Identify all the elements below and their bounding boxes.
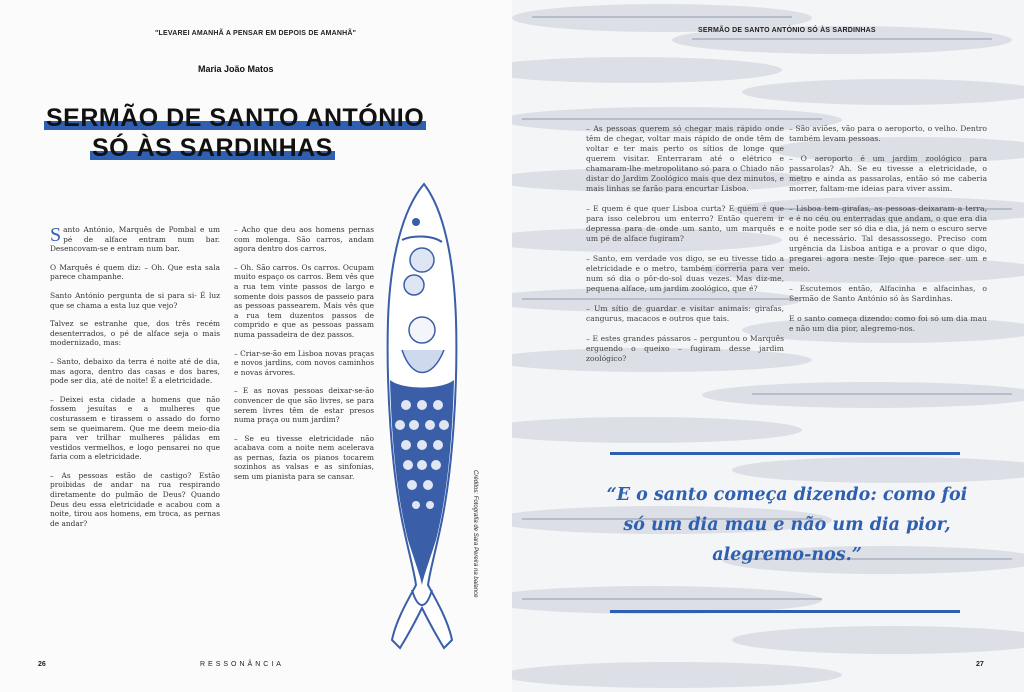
page-number-left: 26 (38, 661, 46, 668)
paragraph: Talvez se estranhe que, dos três recém desenterrados, o pé de alface seja o mais modernizado, mas: (50, 319, 220, 348)
paragraph: – O aeroporto é um jardim zoológico para passarolas? Ah. Se eu tivesse a eletricidade, o metro e ainda as passarolas, então só me caberia morrer, faltam-me ideias para viver assim. (789, 154, 987, 193)
article-title (44, 103, 444, 163)
quote-rule-bottom (610, 610, 960, 613)
paragraph: – As pessoas querem só chegar mais rápido onde têm de chegar, voltar mais rápido de onde têm de voltar e ter mais perto os sítios de longe que querem visitar. Enterraram até o elétrico e chamaram-lhe metropolitano só para o Chiado não distar do Jardim Zoológico mais que dez minutos, e mais linhas se farão para encurtar Lisboa. (586, 124, 784, 193)
paragraph: – Deixei esta cidade a homens que não fossem jesuítas e a mulheres que costurassem e tirassem o assado do forno sem se queimarem. Que me deem meio-dia para ver trilhar mulheres pálidas em vestidos vermelhos, e logo pensarei no que faria com a eletricidade. (50, 394, 220, 462)
left-column-2 (234, 225, 374, 491)
paragraph: – Acho que deu aos homens pernas com molenga. São carros, andam agora dentro dos carros. (234, 225, 374, 254)
paragraph: – Se eu tivesse eletricidade não acabava com a noite nem acelerava as pernas, fazia os pianos tocarem sozinhos as valsas e as sinfonias, sem um pianista para se cansar. (234, 433, 374, 482)
left-kicker: "LEVAREI AMANHÃ A PENSAR EM DEPOIS DE AMANHÃ" (155, 30, 357, 37)
quote-rule-top (610, 452, 960, 455)
magazine-name: RESSONÂNCIA (200, 661, 284, 668)
photo-credits: Créditos: Fotografia de Sara Pereira na balance (472, 470, 478, 598)
right-kicker: SERMÃO DE SANTO ANTÓNIO SÓ ÀS SARDINHAS (698, 27, 876, 34)
pull-quote: “E o santo começa dizendo: como foi só um dia mau e não um dia pior, alegremo-nos.” (606, 485, 968, 565)
right-column-1 (586, 124, 784, 374)
paragraph: – E as novas pessoas deixar-se-ão convencer de que são livres, se para serem livres têm de estar presos numa praça ou num jardim? (234, 386, 374, 425)
drop-cap: S (50, 224, 62, 246)
paragraph: – Um sítio de guardar e visitar animais: girafas, cangurus, macacos e outros que tais. (586, 304, 784, 323)
paragraph: – As pessoas estão de castigo? Estão proibidas de andar na rua respirando diretamente do pulmão de Deus? Quando Deus deu essa eletricidade e acabou com a noite, tirou aos homens, em troca, as pernas de andar? (50, 470, 220, 528)
page-number-right: 27 (976, 661, 984, 668)
paragraph: Santo António pergunta de si para si- É luz que se chama a esta luz que vejo? (50, 290, 220, 310)
paragraph: – Santo, debaixo da terra é noite até de dia, mas agora, dentro das casas e dos bares, pode ser dia, até de noite! É a eletricidade. (50, 356, 220, 386)
paragraph: – Escutemos então, Alfacinha e alfacinhas, o Sermão de Santo António só às Sardinhas. (789, 284, 987, 303)
title-line-1: SERMÃO DE SANTO ANTÓNIO (46, 104, 425, 132)
paragraph: E o santo começa dizendo: como foi só um dia mau e não um dia pior, alegremo-nos. (789, 314, 987, 333)
azulejo-sardine-illustration-icon (372, 180, 477, 655)
paragraph: – E estes grandes pássaros – perguntou o Marquês erguendo o queixo – fugiram desse jardim zoológico? (586, 334, 784, 363)
paragraph: Santo António, Marquês de Pombal e um pé de alface entram num bar. Desencovam-se e entram num bar. (50, 224, 220, 254)
paragraph: – Criar-se-ão em Lisboa novas praças e novos jardins, com novos caminhos e novas árvores. (234, 348, 374, 377)
paragraph: – Oh. São carros. Os carros. Ocupam muito espaço os carros. Bem vês que a rua tem vinte passos de largo e somente dois passos de passeio para as pessoas passearem. Mais vês que a rua tem duzentos passos de comprido e que as pessoas passam numa passadeira de dez passos. (234, 262, 374, 339)
title-line-2: SÓ ÀS SARDINHAS (92, 134, 333, 162)
right-page (512, 0, 1024, 692)
left-column-1 (50, 225, 220, 537)
paragraph: – Santo, em verdade vos digo, se eu tivesse tido a eletricidade e o metro, também correria para ver num só dia o pôr-do-sol duas vezes. Mas diz-me, pequena alface, um jardim zoológico, que é? (586, 254, 784, 293)
paragraph: – E quem é que quer Lisboa curta? E quem é que para isso celebrou um enterro? Então querem ir depressa para de onde um santo, um marquês e um pé de alface fugiram? (586, 204, 784, 243)
paragraph: O Marquês é quem diz: – Oh. Que esta sala parece champanhe. (50, 262, 220, 282)
author-name: Maria João Matos (198, 64, 274, 74)
right-column-2 (789, 124, 987, 344)
paragraph: – São aviões, vão para o aeroporto, o velho. Dentro também levam pessoas. (789, 124, 987, 143)
paragraph: – Lisboa tem girafas, as pessoas deixaram a terra, e é no céu ou enterradas que andam, o que era dia e noite pode ser só dia e dia, já nem o escuro serve ou é necessário. Tal desassossego. Preciso com urgência da Lisboa antiga e a provar o que digo, pregarei agora neste Tejo que parece ser um e meio. (789, 204, 987, 273)
